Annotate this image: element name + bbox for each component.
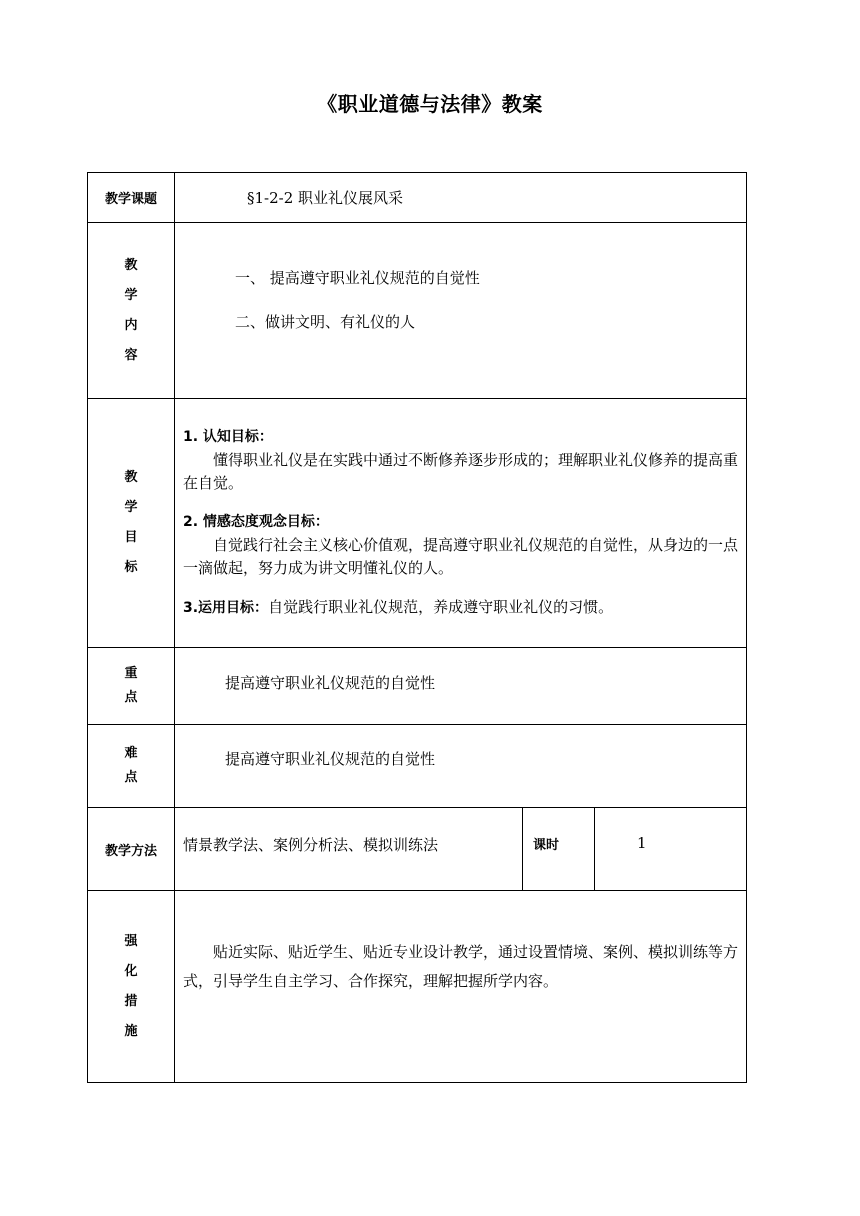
- goal1-text: 懂得职业礼仪是在实践中通过不断修养逐步形成的；理解职业礼仪修养的提高重在自觉。: [183, 451, 739, 492]
- content-list: [175, 223, 747, 399]
- label-topic: 教学课题: [88, 173, 175, 223]
- row-measures: [88, 891, 747, 1083]
- label-difficulty: 难 点: [88, 725, 175, 808]
- label-goals: 教 学 目 标: [88, 399, 175, 648]
- label-content: 教 学 内 容: [88, 223, 175, 399]
- row-goals: [88, 399, 747, 648]
- content-item: 一、 提高遵守职业礼仪规范的自觉性: [235, 269, 480, 287]
- row-difficulty: [88, 725, 747, 808]
- row-method: [88, 808, 747, 891]
- goal3: [183, 596, 740, 620]
- key-point-value: 提高遵守职业礼仪规范的自觉性: [175, 648, 747, 725]
- topic-value: §1-2-2 职业礼仪展风采: [175, 173, 747, 223]
- row-topic: [88, 173, 747, 223]
- measures-value: 贴近实际、贴近学生、贴近专业设计教学，通过设置情境、案例、模拟训练等方式，引导学生自主学习、合作探究，理解把握所学内容。: [175, 891, 747, 1083]
- goal1-title: 1. 认知目标：: [183, 429, 273, 445]
- goal2-title: 2. 情感态度观念目标：: [183, 514, 329, 530]
- label-method: 教学方法: [88, 808, 175, 891]
- row-key-point: [88, 648, 747, 725]
- goal3-text: 自觉践行职业礼仪规范，养成遵守职业礼仪的习惯。: [268, 598, 614, 616]
- document-title: 《职业道德与法律》教案: [317, 92, 543, 116]
- label-hours: 课时: [523, 808, 595, 891]
- content-item: 二、做讲文明、有礼仪的人: [235, 313, 416, 331]
- difficulty-value: 提高遵守职业礼仪规范的自觉性: [175, 725, 747, 808]
- goal2-text: 自觉践行社会主义核心价值观，提高遵守职业礼仪规范的自觉性，从身边的一点一滴做起，努力成为讲文明懂礼仪的人。: [183, 536, 739, 577]
- goal3-title: 3.运用目标：: [183, 600, 269, 616]
- lesson-plan-table: [87, 172, 747, 1083]
- hours-value: 1: [595, 808, 747, 891]
- goals-cell: [175, 399, 747, 648]
- method-value: 情景教学法、案例分析法、模拟训练法: [175, 808, 523, 891]
- label-key-point: 重 点: [88, 648, 175, 725]
- label-measures: 强 化 措 施: [88, 891, 175, 1083]
- row-content: [88, 223, 747, 399]
